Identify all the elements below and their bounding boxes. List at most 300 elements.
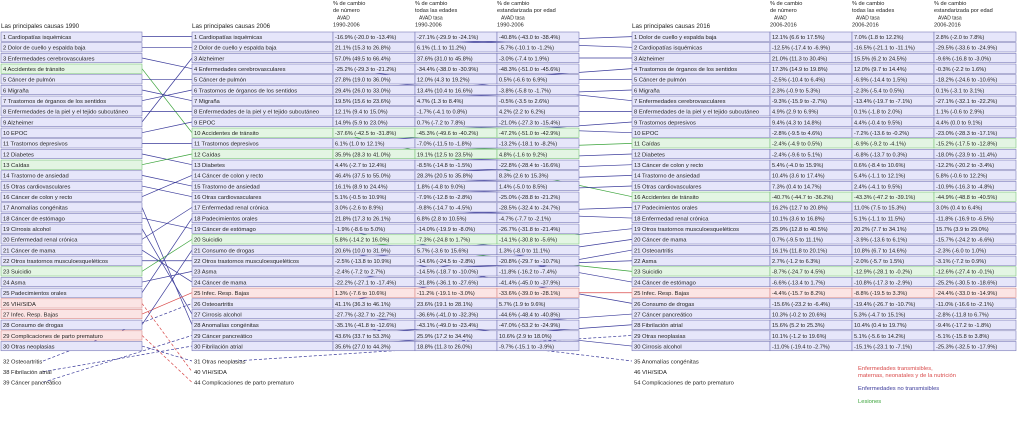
header-pct-num-2006-2016-line-0: % de cambio bbox=[770, 1, 803, 7]
cause-2016-num-value: -9.3% (-15.9 to -2.7%) bbox=[772, 99, 828, 106]
extra-cause-1990-label: 38 Fibrilación atrial bbox=[3, 370, 52, 377]
cause-2016-label: 30 Cirrosis alcohol bbox=[634, 344, 682, 351]
cause-2016-num-value: 12.1% (6.6 to 17.5%) bbox=[772, 35, 825, 41]
cause-2006-age-value: -34.4% (-38.0 to -30.9%) bbox=[417, 67, 479, 74]
cause-2006-label: 2 Dolor de cuello y espalda baja bbox=[194, 45, 277, 52]
cause-2006-age-value: 19.1% (12.5 to 23.5%) bbox=[417, 152, 473, 159]
cause-1990-label: 22 Otros trastornos musculoesqueléticos bbox=[3, 259, 109, 266]
cause-2016-label: 19 Otros trastornos musculoesqueléticos bbox=[634, 227, 740, 234]
cause-2016-std-value: 0.1% (-3.1 to 3.1%) bbox=[936, 88, 985, 95]
header-1990: Las principales causas 1990 bbox=[1, 23, 80, 30]
connector-1990-2006-line bbox=[142, 186, 192, 197]
cause-2006-num-value: 46.4% (37.5 to 55.0%) bbox=[335, 173, 391, 180]
cause-2016-label: 27 Cáncer pancreático bbox=[634, 312, 693, 319]
cause-2006-age-value: -14.0% (-19.9 to -8.0%) bbox=[417, 227, 476, 234]
cause-2006-num-value: -22.2% (-27.1 to -17.4%) bbox=[335, 280, 397, 287]
cause-2006-label: 4 Enfermedades cerebrovasculares bbox=[194, 67, 286, 74]
cause-1990-label: 1 Cardiopatías isquémicas bbox=[3, 35, 72, 41]
connector-1990-2006-line bbox=[142, 250, 192, 325]
header-pct-age-1990-2006-line-1: todas las edades bbox=[415, 8, 458, 15]
cause-2016-num-value: 10.1% (3.6 to 16.8%) bbox=[772, 216, 825, 223]
cause-2006-num-value: -27.7% (-32.7 to -22.7%) bbox=[335, 312, 397, 319]
cause-2016-age-value: 0.6% (-8.4 to 10.6%) bbox=[854, 163, 906, 170]
cause-2016-num-value: 17.3% (14.9 to 19.8%) bbox=[772, 67, 828, 74]
cause-2006-label: 19 Cáncer de estómago bbox=[194, 227, 256, 234]
cause-2016-num-value: 2.7% (-1.2 to 6.3%) bbox=[772, 259, 821, 266]
cause-2006-std-value: -3.0% (-7.4 to 1.9%) bbox=[499, 56, 550, 63]
cause-2006-age-value: -1.7% (-4.1 to 0.8%) bbox=[417, 109, 468, 116]
cause-2016-age-value: 11.0% (7.5 to 15.3%) bbox=[854, 205, 907, 212]
cause-2016-std-value: 15.7% (3.9 to 29.0%) bbox=[936, 227, 989, 234]
cause-2006-age-value: 0.7% (-7.2 to 7.8%) bbox=[417, 120, 466, 127]
legend-label: Enfermedades no transmisibles bbox=[858, 386, 940, 392]
cause-1990-label: 10 EPOC bbox=[3, 131, 28, 138]
header-pct-num-1990-2006-line-2: AVAD bbox=[337, 15, 350, 22]
header-2006: Las principales causas 2006 bbox=[192, 23, 271, 30]
cause-2006-std-value: -44.6% (-48.4 to -40.8%) bbox=[499, 312, 561, 319]
cause-2016-num-value: 21.0% (11.3 to 30.4%) bbox=[772, 56, 828, 63]
cause-1990-label: 24 Asma bbox=[3, 280, 26, 287]
cause-2006-label: 24 Cáncer de mama bbox=[194, 280, 247, 287]
cause-2016-num-value: 4.9% (2.9 to 6.9%) bbox=[772, 109, 819, 116]
cause-2016-age-value: 10.8% (6.7 to 14.6%) bbox=[854, 248, 907, 255]
connector-1990-2006-line bbox=[142, 346, 192, 361]
cause-2016-age-value: 0.1% (-1.8 to 2.0%) bbox=[854, 109, 903, 116]
cause-2016-num-value: 5.4% (-4.0 to 15.9%) bbox=[772, 163, 824, 170]
header-pct-num-1990-2006-line-0: % de cambio bbox=[333, 1, 366, 7]
cause-2016-age-value: -2.3% (-5.4 to 0.5%) bbox=[854, 88, 905, 95]
cause-2016-label: 26 Consumo de drogas bbox=[634, 301, 695, 308]
cause-2006-std-value: 1.3% (-8.0 to 11.1%) bbox=[499, 248, 550, 255]
cause-2016-std-value: -44.9% (-48.8 to -40.5%) bbox=[936, 195, 998, 202]
cause-2016-label: 14 Trastorno de ansiedad bbox=[634, 173, 700, 180]
cause-1990-label: 8 Enfermedades de la piel y el tejido subcutáneo bbox=[3, 109, 129, 116]
cause-2016-std-value: -11.0% (-16.6 to -2.1%) bbox=[936, 301, 994, 308]
cause-2016-label: 9 Trastornos depresivos bbox=[634, 120, 696, 127]
cause-2016-age-value: -2.0% (-5.7 to 1.5%) bbox=[854, 259, 905, 266]
header-pct-num-2006-2016-line-2: AVAD bbox=[774, 15, 787, 22]
cause-1990-label: 27 Infec. Resp. Bajas bbox=[3, 312, 59, 319]
cause-2006-num-value: 29.4% (26.0 to 33.0%) bbox=[335, 88, 391, 95]
cause-2006-label: 11 Trastornos depresivos bbox=[194, 141, 259, 148]
cause-2016-label: 22 Asma bbox=[634, 259, 657, 266]
cause-2006-num-value: 57.0% (49.5 to 66.4%) bbox=[335, 56, 391, 63]
cause-2006-age-value: 25.9% (17.2 to 34.4%) bbox=[417, 333, 473, 340]
cause-2016-label: 18 Enfermedad renal crónica bbox=[634, 216, 709, 223]
cause-2016-age-value: -3.9% (-13.6 to 6.1%) bbox=[854, 237, 908, 244]
cause-2006-age-value: 6.8% (2.8 to 10.5%) bbox=[417, 216, 467, 223]
cause-2006-label: 28 Anomalías congénitas bbox=[194, 323, 259, 330]
cause-1990-label: 17 Anomalías congénitas bbox=[3, 205, 68, 212]
header-pct-num-1990-2006-line-3: 1990-2006 bbox=[333, 22, 360, 29]
cause-2016-label: 12 Diabetes bbox=[634, 152, 665, 159]
cause-2016-std-value: -10.9% (-16.3 to -4.8%) bbox=[936, 184, 995, 191]
connector-1990-2006-line bbox=[142, 122, 192, 133]
cause-2006-std-value: -47.2% (-51.0 to -42.9%) bbox=[499, 131, 561, 138]
cause-2016-std-value: -12.6% (-27.4 to -0.1%) bbox=[936, 269, 995, 276]
cause-2006-std-value: -14.1% (-30.8 to -5.6%) bbox=[499, 237, 558, 244]
header-pct-num-2006-2016-line-1: de número bbox=[770, 8, 797, 15]
cause-2006-age-value: 18.8% (11.3 to 26.0%) bbox=[417, 344, 473, 351]
cause-2006-std-value: 5.7% (1.9 to 9.6%) bbox=[499, 301, 546, 308]
cause-2006-std-value: -47.0% (-53.2 to -24.9%) bbox=[499, 323, 561, 330]
cause-1990-label: 2 Dolor de cuello y espalda baja bbox=[3, 45, 86, 52]
cause-2016-num-value: -2.5% (-10.4 to 6.4%) bbox=[772, 77, 826, 84]
cause-2006-num-value: 12.1% (9.4 to 15.0%) bbox=[335, 109, 388, 116]
cause-2016-std-value: -18.0% (-23.9 to -11.4%) bbox=[936, 152, 997, 159]
cause-2016-age-value: 4.4% (-0.4 to 9.5%) bbox=[854, 120, 903, 127]
cause-2016-age-value: -16.5% (-21.1 to -11.1%) bbox=[854, 45, 915, 52]
cause-2006-age-value: -14.5% (-18.7 to -10.0%) bbox=[417, 269, 479, 276]
extra-cause-2006-label: 44 Complicaciones de parto prematuro bbox=[194, 380, 294, 387]
connector-1990-2006-line bbox=[142, 293, 192, 314]
cause-2006-label: 20 Suicidio bbox=[194, 237, 223, 244]
cause-2016-age-value: -6.9% (-9.2 to -4.1%) bbox=[854, 141, 906, 148]
cause-2016-label: 13 Cáncer de colon y recto bbox=[634, 163, 704, 170]
cause-2016-num-value: -2.4% (-9.6 to 5.1%) bbox=[772, 152, 823, 159]
cause-2016-age-value: 7.0% (1.8 to 12.2%) bbox=[854, 35, 904, 41]
header-2016: Las principales causas 2016 bbox=[632, 23, 711, 30]
cause-2016-label: 7 Enfermedades cerebrovasculares bbox=[634, 99, 726, 106]
cause-2006-num-value: 6.1% (1.0 to 12.1%) bbox=[335, 141, 385, 148]
cause-2006-label: 6 Trastornos de órganos de los sentidos bbox=[194, 88, 298, 95]
cause-2016-age-value: 5.1% (-1.1 to 11.5%) bbox=[854, 216, 905, 223]
cause-2016-std-value: -25.3% (-32.5 to -17.9%) bbox=[936, 344, 998, 351]
header-pct-num-2006-2016-line-3: 2006-2016 bbox=[770, 22, 797, 29]
cause-2006-std-value: -20.8% (-29.7 to -10.7%) bbox=[499, 259, 561, 266]
cause-1990-label: 5 Cáncer de pulmón bbox=[3, 77, 56, 84]
cause-2006-label: 13 Diabetes bbox=[194, 163, 225, 170]
header-pct-age-2006-2016-line-1: todas las edades bbox=[852, 8, 895, 15]
cause-2006-label: 8 Enfermedades de la piel y el tejido subcutáneo bbox=[194, 109, 320, 116]
cause-2006-label: 1 Cardiopatías isquémicas bbox=[194, 35, 263, 41]
cause-2006-std-value: -28.5% (-32.4 to -24.7%) bbox=[499, 205, 561, 212]
cause-2016-age-value: -6.8% (-13.7 to 0.3%) bbox=[854, 152, 908, 159]
cause-2006-label: 15 Trastorno de ansiedad bbox=[194, 184, 260, 191]
cause-2016-age-value: -7.2% (-13.6 to -0.2%) bbox=[854, 131, 910, 138]
cause-1990-label: 13 Caídas bbox=[3, 163, 30, 170]
cause-2006-std-value: -26.7% (-31.8 to -21.4%) bbox=[499, 227, 561, 234]
cause-2006-label: 23 Asma bbox=[194, 269, 217, 276]
cause-2006-label: 12 Caídas bbox=[194, 152, 221, 159]
cause-2016-num-value: 0.7% (-9.5 to 11.1%) bbox=[772, 237, 823, 244]
cause-2016-label: 23 Suicidio bbox=[634, 269, 663, 276]
cause-2006-label: 25 Infec. Resp. Bajas bbox=[194, 291, 250, 298]
cause-2016-std-value: -11.8% (-16.9 to -6.5%) bbox=[936, 216, 994, 223]
cause-1990-label: 9 Alzheimer bbox=[3, 120, 34, 127]
cause-2006-age-value: -8.5% (-14.8 to -1.5%) bbox=[417, 163, 473, 170]
cause-2016-label: 29 Otras neoplasias bbox=[634, 333, 686, 340]
connector-1990-2006-line bbox=[142, 175, 192, 196]
cause-2016-label: 20 Cáncer de mama bbox=[634, 237, 687, 244]
cause-2016-age-value: -19.4% (-26.7 to -10.7%) bbox=[854, 301, 916, 308]
cause-2006-num-value: 19.5% (15.6 to 23.6%) bbox=[335, 99, 391, 106]
cause-2006-num-value: 43.6% (33.7 to 53.3%) bbox=[335, 333, 391, 340]
cause-1990-label: 19 Cirrosis alcohol bbox=[3, 227, 51, 234]
cause-2006-label: 5 Cáncer de pulmón bbox=[194, 77, 247, 84]
cause-2006-label: 7 Migraña bbox=[194, 99, 220, 106]
cause-2016-num-value: 15.6% (5.2 to 25.3%) bbox=[772, 323, 825, 330]
cause-2006-num-value: 35.9% (28.3 to 41.0%) bbox=[335, 152, 391, 159]
cause-2016-label: 6 Migraña bbox=[634, 88, 660, 95]
cause-2006-label: 22 Otros trastornos musculoesqueléticos bbox=[194, 259, 300, 266]
cause-2016-std-value: -3.1% (-7.2 to 0.9%) bbox=[936, 259, 987, 266]
cause-2006-age-value: -45.3% (-49.6 to -40.2%) bbox=[417, 131, 479, 138]
cause-2016-age-value: -43.3% (-47.2 to -39.1%) bbox=[854, 195, 916, 202]
cause-2016-std-value: -29.5% (-33.6 to -24.9%) bbox=[936, 45, 998, 52]
cause-2016-std-value: -0.3% (-2.2 to 1.6%) bbox=[936, 67, 987, 74]
cause-2016-num-value: -4.4% (-15.7 to 8.2%) bbox=[772, 291, 826, 298]
cause-2016-std-value: -2.3% (-6.0 to 1.0%) bbox=[936, 248, 987, 255]
cause-2016-num-value: -15.6% (-23.2 to -6.4%) bbox=[772, 301, 831, 308]
cause-1990-label: 18 Cáncer de estómago bbox=[3, 216, 65, 223]
cause-2006-age-value: -7.0% (-11.5 to -1.8%) bbox=[417, 141, 472, 148]
cause-2016-num-value: 7.3% (0.4 to 14.7%) bbox=[772, 184, 822, 191]
extra-cause-2016-label: 46 VIH/SIDA bbox=[634, 370, 667, 377]
header-pct-age-1990-2006-line-0: % de cambio bbox=[415, 1, 448, 7]
cause-2006-num-value: -35.1% (-41.8 to -12.6%) bbox=[335, 323, 397, 330]
cause-2006-age-value: -27.1% (-29.9 to -24.1%) bbox=[417, 35, 479, 41]
header-pct-age-1990-2006-line-3: 1990-2006 bbox=[415, 22, 442, 29]
cause-2006-age-value: -43.1% (-49.0 to -23.4%) bbox=[417, 323, 479, 330]
cause-2006-age-value: -7.9% (-12.8 to -2.8%) bbox=[417, 195, 473, 202]
cause-2006-std-value: 1.4% (-5.0 to 8.5%) bbox=[499, 184, 548, 191]
cause-2016-label: 11 Caídas bbox=[634, 141, 660, 148]
cause-2006-label: 21 Consumo de drogas bbox=[194, 248, 255, 255]
cause-2006-num-value: 1.3% (-7.6 to 10.6%) bbox=[335, 291, 387, 298]
cause-2016-label: 10 EPOC bbox=[634, 131, 659, 138]
cause-1990-label: 20 Enfermedad renal crónica bbox=[3, 237, 78, 244]
cause-2006-age-value: 1.8% (-4.8 to 9.0%) bbox=[417, 184, 466, 191]
cause-2006-age-value: -11.2% (-19.1 to -3.0%) bbox=[417, 291, 475, 298]
cause-2006-std-value: -3.8% (-5.8 to -1.7%) bbox=[499, 88, 551, 95]
cause-2006-num-value: 35.6% (27.0 to 44.3%) bbox=[335, 344, 391, 351]
cause-1990-label: 23 Suicidio bbox=[3, 269, 32, 276]
header-pct-std-2006-2016-line-1: estandarizada por edad bbox=[934, 8, 993, 15]
connector-1990-2006-line bbox=[142, 207, 192, 239]
header-pct-age-2006-2016-line-3: 2006-2016 bbox=[852, 22, 879, 29]
cause-2006-label: 9 EPOC bbox=[194, 120, 216, 127]
cause-2006-std-value: -11.8% (-16.2 to -7.4%) bbox=[499, 269, 557, 276]
cause-1990-label: 29 Complicaciones de parto prematuro bbox=[3, 333, 103, 340]
cause-2006-label: 18 Padecimientos orales bbox=[194, 216, 258, 223]
connector-1990-2006-line bbox=[142, 335, 192, 382]
header-pct-age-1990-2006-line-2: AVAD tasa bbox=[419, 15, 443, 22]
cause-2016-num-value: 16.2% (12.7 to 20.8%) bbox=[772, 205, 828, 212]
cause-1990-label: 28 Consumo de drogas bbox=[3, 323, 64, 330]
cause-1990-label: 12 Diabetes bbox=[3, 152, 34, 159]
cause-1990-label: 6 Migraña bbox=[3, 88, 29, 95]
cause-2006-std-value: -13.2% (-18.1 to -8.2%) bbox=[499, 141, 558, 148]
cause-2006-age-value: -7.3% (-24.8 to 1.7%) bbox=[417, 237, 471, 244]
cause-2016-age-value: 12.0% (9.7 to 14.4%) bbox=[854, 67, 907, 74]
cause-2016-std-value: -25.2% (-30.5 to -18.6%) bbox=[936, 280, 998, 287]
cause-2016-age-value: -8.8% (-19.5 to 3.3%) bbox=[854, 291, 908, 298]
cause-2016-num-value: -40.7% (-44.7 to -36.2%) bbox=[772, 195, 834, 202]
header-pct-std-2006-2016-line-0: % de cambio bbox=[934, 1, 967, 7]
cause-2006-label: 27 Cirrosis alcohol bbox=[194, 312, 242, 319]
cause-2016-label: 1 Dolor de cuello y espalda baja bbox=[634, 35, 717, 41]
cause-2006-num-value: 41.1% (36.3 to 46.1%) bbox=[335, 301, 391, 308]
cause-2006-age-value: 23.6% (19.1 to 28.1%) bbox=[417, 301, 473, 308]
cause-2006-age-value: 28.3% (20.5 to 35.8%) bbox=[417, 173, 473, 180]
extra-cause-1990-label: 39 Cáncer pancreático bbox=[3, 380, 62, 387]
cause-2016-std-value: 5.8% (-0.6 to 12.2%) bbox=[936, 173, 988, 180]
cause-2006-label: 3 Alzheimer bbox=[194, 56, 225, 63]
cause-2016-std-value: -2.8% (-11.8 to 6.7%) bbox=[936, 312, 989, 319]
cause-2006-label: 16 Otras cardiovasculares bbox=[194, 195, 262, 202]
cause-2006-std-value: 0.5% (-6.6 to 6.9%) bbox=[499, 77, 548, 84]
cause-2016-label: 15 Otras cardiovasculares bbox=[634, 184, 702, 191]
cause-2006-label: 14 Cáncer de colon y recto bbox=[194, 173, 264, 180]
cause-2006-age-value: 5.7% (-3.6 to 15.6%) bbox=[417, 248, 469, 255]
legend-label-cont: maternas, neonatales y de la nutrición bbox=[858, 373, 956, 379]
cause-2006-std-value: -5.7% (-10.1 to -1.2%) bbox=[499, 45, 555, 52]
cause-2016-num-value: 10.3% (-0.2 to 20.6%) bbox=[772, 312, 827, 319]
legend-label: Lesiones bbox=[858, 399, 882, 405]
cause-2016-age-value: -10.8% (-17.3 to -2.9%) bbox=[854, 280, 913, 287]
extra-cause-2006-label: 40 VIH/SIDA bbox=[194, 370, 227, 377]
cause-1990-label: 21 Cáncer de mama bbox=[3, 248, 56, 255]
header-pct-std-1990-2006-line-2: AVAD tasa bbox=[501, 15, 525, 22]
cause-2006-age-value: 4.7% (1.3 to 8.4%) bbox=[417, 99, 464, 106]
cause-2006-label: 29 Cáncer pancreático bbox=[194, 333, 253, 340]
cause-2016-label: 25 Infec. Resp. Bajas bbox=[634, 291, 690, 298]
cause-2016-age-value: 15.5% (6.2 to 24.5%) bbox=[854, 56, 907, 63]
cause-2006-age-value: 13.4% (10.4 to 16.6%) bbox=[417, 88, 473, 95]
cause-2016-std-value: -5.1% (-15.8 to 3.8%) bbox=[936, 333, 990, 340]
cause-2016-num-value: 2.3% (-0.9 to 5.3%) bbox=[772, 88, 821, 95]
cause-2006-age-value: 37.6% (31.0 to 45.8%) bbox=[417, 56, 473, 63]
cause-2006-label: 10 Accidentes de tránsito bbox=[194, 131, 259, 138]
connector-1990-2006-line bbox=[142, 69, 192, 133]
cause-2006-label: 26 Osteoartritis bbox=[194, 301, 234, 308]
cause-1990-label: 3 Enfermedades cerebrovasculares bbox=[3, 56, 95, 63]
cause-2006-std-value: -40.8% (-43.0 to -38.4%) bbox=[499, 35, 561, 41]
cause-2016-label: 2 Cardiopatías isquémicas bbox=[634, 45, 703, 52]
cause-2006-num-value: 27.8% (19.0 to 36.0%) bbox=[335, 77, 391, 84]
cause-1990-label: 25 Padecimientos orales bbox=[3, 291, 67, 298]
cause-2016-label: 17 Padecimientos orales bbox=[634, 205, 698, 212]
cause-2016-std-value: -15.2% (-17.5 to -12.8%) bbox=[936, 141, 998, 148]
header-pct-std-2006-2016-line-2: AVAD tasa bbox=[938, 15, 962, 22]
cause-2006-num-value: 20.6% (10.0 to 31.9%) bbox=[335, 248, 391, 255]
connector-1990-2006-line bbox=[142, 58, 192, 122]
cause-2016-num-value: -12.5% (-17.4 to -6.9%) bbox=[772, 45, 831, 52]
cause-2016-age-value: -15.1% (-23.1 to -7.1%) bbox=[854, 344, 913, 351]
cause-2016-num-value: -2.4% (-4.9 to 0.5%) bbox=[772, 141, 823, 148]
cause-2016-age-value: 2.4% (-4.1 to 9.5%) bbox=[854, 184, 903, 191]
cause-2016-std-value: -23.0% (-28.3 to -17.1%) bbox=[936, 131, 998, 138]
connector-1990-2006-line bbox=[142, 175, 192, 186]
cause-1990-label: 16 Cáncer de colon y recto bbox=[3, 195, 73, 202]
cause-2016-age-value: -6.9% (-14.4 to 1.5%) bbox=[854, 77, 908, 84]
cause-2006-num-value: -16.9% (-20.0 to -13.4%) bbox=[335, 35, 397, 41]
header-pct-std-1990-2006-line-3: 1990-2006 bbox=[497, 22, 524, 29]
cause-2006-age-value: -14.6% (-24.5 to -2.8%) bbox=[417, 259, 476, 266]
cause-1990-label: 4 Accidentes de tránsito bbox=[3, 67, 65, 74]
cause-2006-num-value: 14.9% (5.9 to 23.0%) bbox=[335, 120, 388, 127]
cause-2006-std-value: -21.0% (-27.3 to -15.4%) bbox=[499, 120, 561, 127]
cause-1990-label: 7 Trastornos de órganos de los sentidos bbox=[3, 99, 107, 106]
cause-2006-age-value: -36.6% (-41.0 to -32.3%) bbox=[417, 312, 479, 319]
cause-2016-age-value: 5.1% (-5.6 to 14.2%) bbox=[854, 333, 906, 340]
cause-2006-num-value: 5.8% (-14.2 to 16.0%) bbox=[335, 237, 390, 244]
cause-2006-std-value: -41.4% (-45.0 to -37.9%) bbox=[499, 280, 561, 287]
cause-2016-age-value: -13.4% (-19.7 to -7.1%) bbox=[854, 99, 913, 106]
cause-2016-age-value: 5.4% (-1.1 to 12.1%) bbox=[854, 173, 906, 180]
cause-2016-num-value: 25.9% (12.8 to 40.5%) bbox=[772, 227, 828, 234]
cause-2006-std-value: -0.5% (-3.5 to 2.6%) bbox=[499, 99, 550, 106]
cause-2016-label: 28 Fibrilación atrial bbox=[634, 323, 683, 330]
cause-2006-num-value: 5.1% (-0.5 to 10.9%) bbox=[335, 195, 387, 202]
cause-2006-num-value: -25.2% (-29.3 to -21.2%) bbox=[335, 67, 397, 74]
cause-1990-label: 11 Trastornos depresivos bbox=[3, 141, 68, 148]
cause-2006-std-value: -33.6% (-39.0 to -28.1%) bbox=[499, 291, 561, 298]
cause-1990-label: 15 Otras cardiovasculares bbox=[3, 184, 71, 191]
cause-2016-label: 4 Trastornos de órganos de los sentidos bbox=[634, 67, 738, 74]
cause-2006-num-value: 4.4% (-2.7 to 12.4%) bbox=[335, 163, 387, 170]
cause-2006-num-value: 21.8% (17.3 to 26.1%) bbox=[335, 216, 391, 223]
cause-2006-std-value: -48.3% (-51.0 to -45.6%) bbox=[499, 67, 561, 74]
cause-2016-std-value: -9.4% (-17.2 to -1.8%) bbox=[936, 323, 992, 330]
cause-2016-std-value: 1.1% (-0.6 to 2.9%) bbox=[936, 109, 985, 116]
cause-2016-num-value: -2.8% (-9.5 to 4.6%) bbox=[772, 131, 823, 138]
cause-2016-label: 3 Alzheimer bbox=[634, 56, 665, 63]
cause-2016-label: 16 Accidentes de tránsito bbox=[634, 195, 699, 202]
cause-2016-num-value: 16.1% (11.8 to 20.1%) bbox=[772, 248, 828, 255]
header-pct-age-2006-2016-line-2: AVAD tasa bbox=[856, 15, 880, 22]
cause-2016-label: 5 Cáncer de pulmón bbox=[634, 77, 687, 84]
cause-2016-age-value: -12.9% (-28.1 to -0.2%) bbox=[854, 269, 913, 276]
cause-2016-std-value: -15.7% (-24.2 to -6.6%) bbox=[936, 237, 995, 244]
connector-1990-2006-line bbox=[142, 218, 192, 293]
cause-2016-num-value: 10.4% (3.6 to 17.4%) bbox=[772, 173, 825, 180]
cause-2006-std-value: 4.2% (2.2 to 6.2%) bbox=[499, 109, 546, 116]
cause-2016-std-value: 3.0% (0.4 to 6.4%) bbox=[936, 205, 983, 212]
cause-2016-num-value: -8.7% (-24.7 to 4.5%) bbox=[772, 269, 826, 276]
cause-2006-num-value: -1.9% (-8.6 to 5.0%) bbox=[335, 227, 386, 234]
cause-2006-num-value: -2.5% (-13.8 to 10.9%) bbox=[335, 259, 392, 266]
cause-2006-std-value: -22.8% (-28.4 to -16.6%) bbox=[499, 163, 561, 170]
cause-2016-std-value: -18.2% (-24.6 to -10.6%) bbox=[936, 77, 998, 84]
cause-2016-std-value: -27.1% (-32.1 to -22.2%) bbox=[936, 99, 998, 106]
cause-2016-std-value: -24.4% (-33.0 to -14.9%) bbox=[936, 291, 998, 298]
cause-2006-num-value: -37.6% (-42.5 to -31.8%) bbox=[335, 131, 397, 138]
cause-2006-num-value: 3.0% (-2.6 to 8.9%) bbox=[335, 205, 384, 212]
extra-cause-2016-label: 54 Complicaciones de parto prematuro bbox=[634, 380, 734, 387]
cause-2006-age-value: -9.8% (-14.7 to -4.5%) bbox=[417, 205, 473, 212]
cause-1990-label: 26 VIH/SIDA bbox=[3, 301, 36, 308]
cause-2016-age-value: 20.2% (7.7 to 34.1%) bbox=[854, 227, 907, 234]
cause-2016-num-value: 9.4% (4.3 to 14.8%) bbox=[772, 120, 822, 127]
cause-2006-std-value: 10.6% (2.9 to 18.0%) bbox=[499, 333, 552, 340]
connector-1990-2006-line bbox=[142, 271, 192, 282]
cause-2016-std-value: -12.2% (-20.2 to -3.4%) bbox=[936, 163, 995, 170]
cause-2016-label: 21 Osteoartritis bbox=[634, 248, 674, 255]
cause-1990-label: 14 Trastorno de ansiedad bbox=[3, 173, 69, 180]
cause-2006-std-value: -25.0% (-28.8 to -21.2%) bbox=[499, 195, 561, 202]
cause-2016-age-value: 10.4% (0.4 to 19.7%) bbox=[854, 323, 907, 330]
cause-2006-label: 30 Fibrilación atrial bbox=[194, 344, 243, 351]
cause-2006-num-value: 21.1% (15.3 to 26.8%) bbox=[335, 45, 391, 52]
cause-2006-std-value: -4.7% (-7.7 to -2.1%) bbox=[499, 216, 551, 223]
cause-2006-age-value: -31.8% (-36.1 to -27.6%) bbox=[417, 280, 479, 287]
cause-2016-std-value: 4.4% (0.0 to 9.1%) bbox=[936, 120, 983, 127]
header-pct-age-2006-2016-line-0: % de cambio bbox=[852, 1, 885, 7]
cause-2016-label: 24 Cáncer de estómago bbox=[634, 280, 696, 287]
cause-2016-age-value: 5.3% (-4.7 to 15.1%) bbox=[854, 312, 906, 319]
